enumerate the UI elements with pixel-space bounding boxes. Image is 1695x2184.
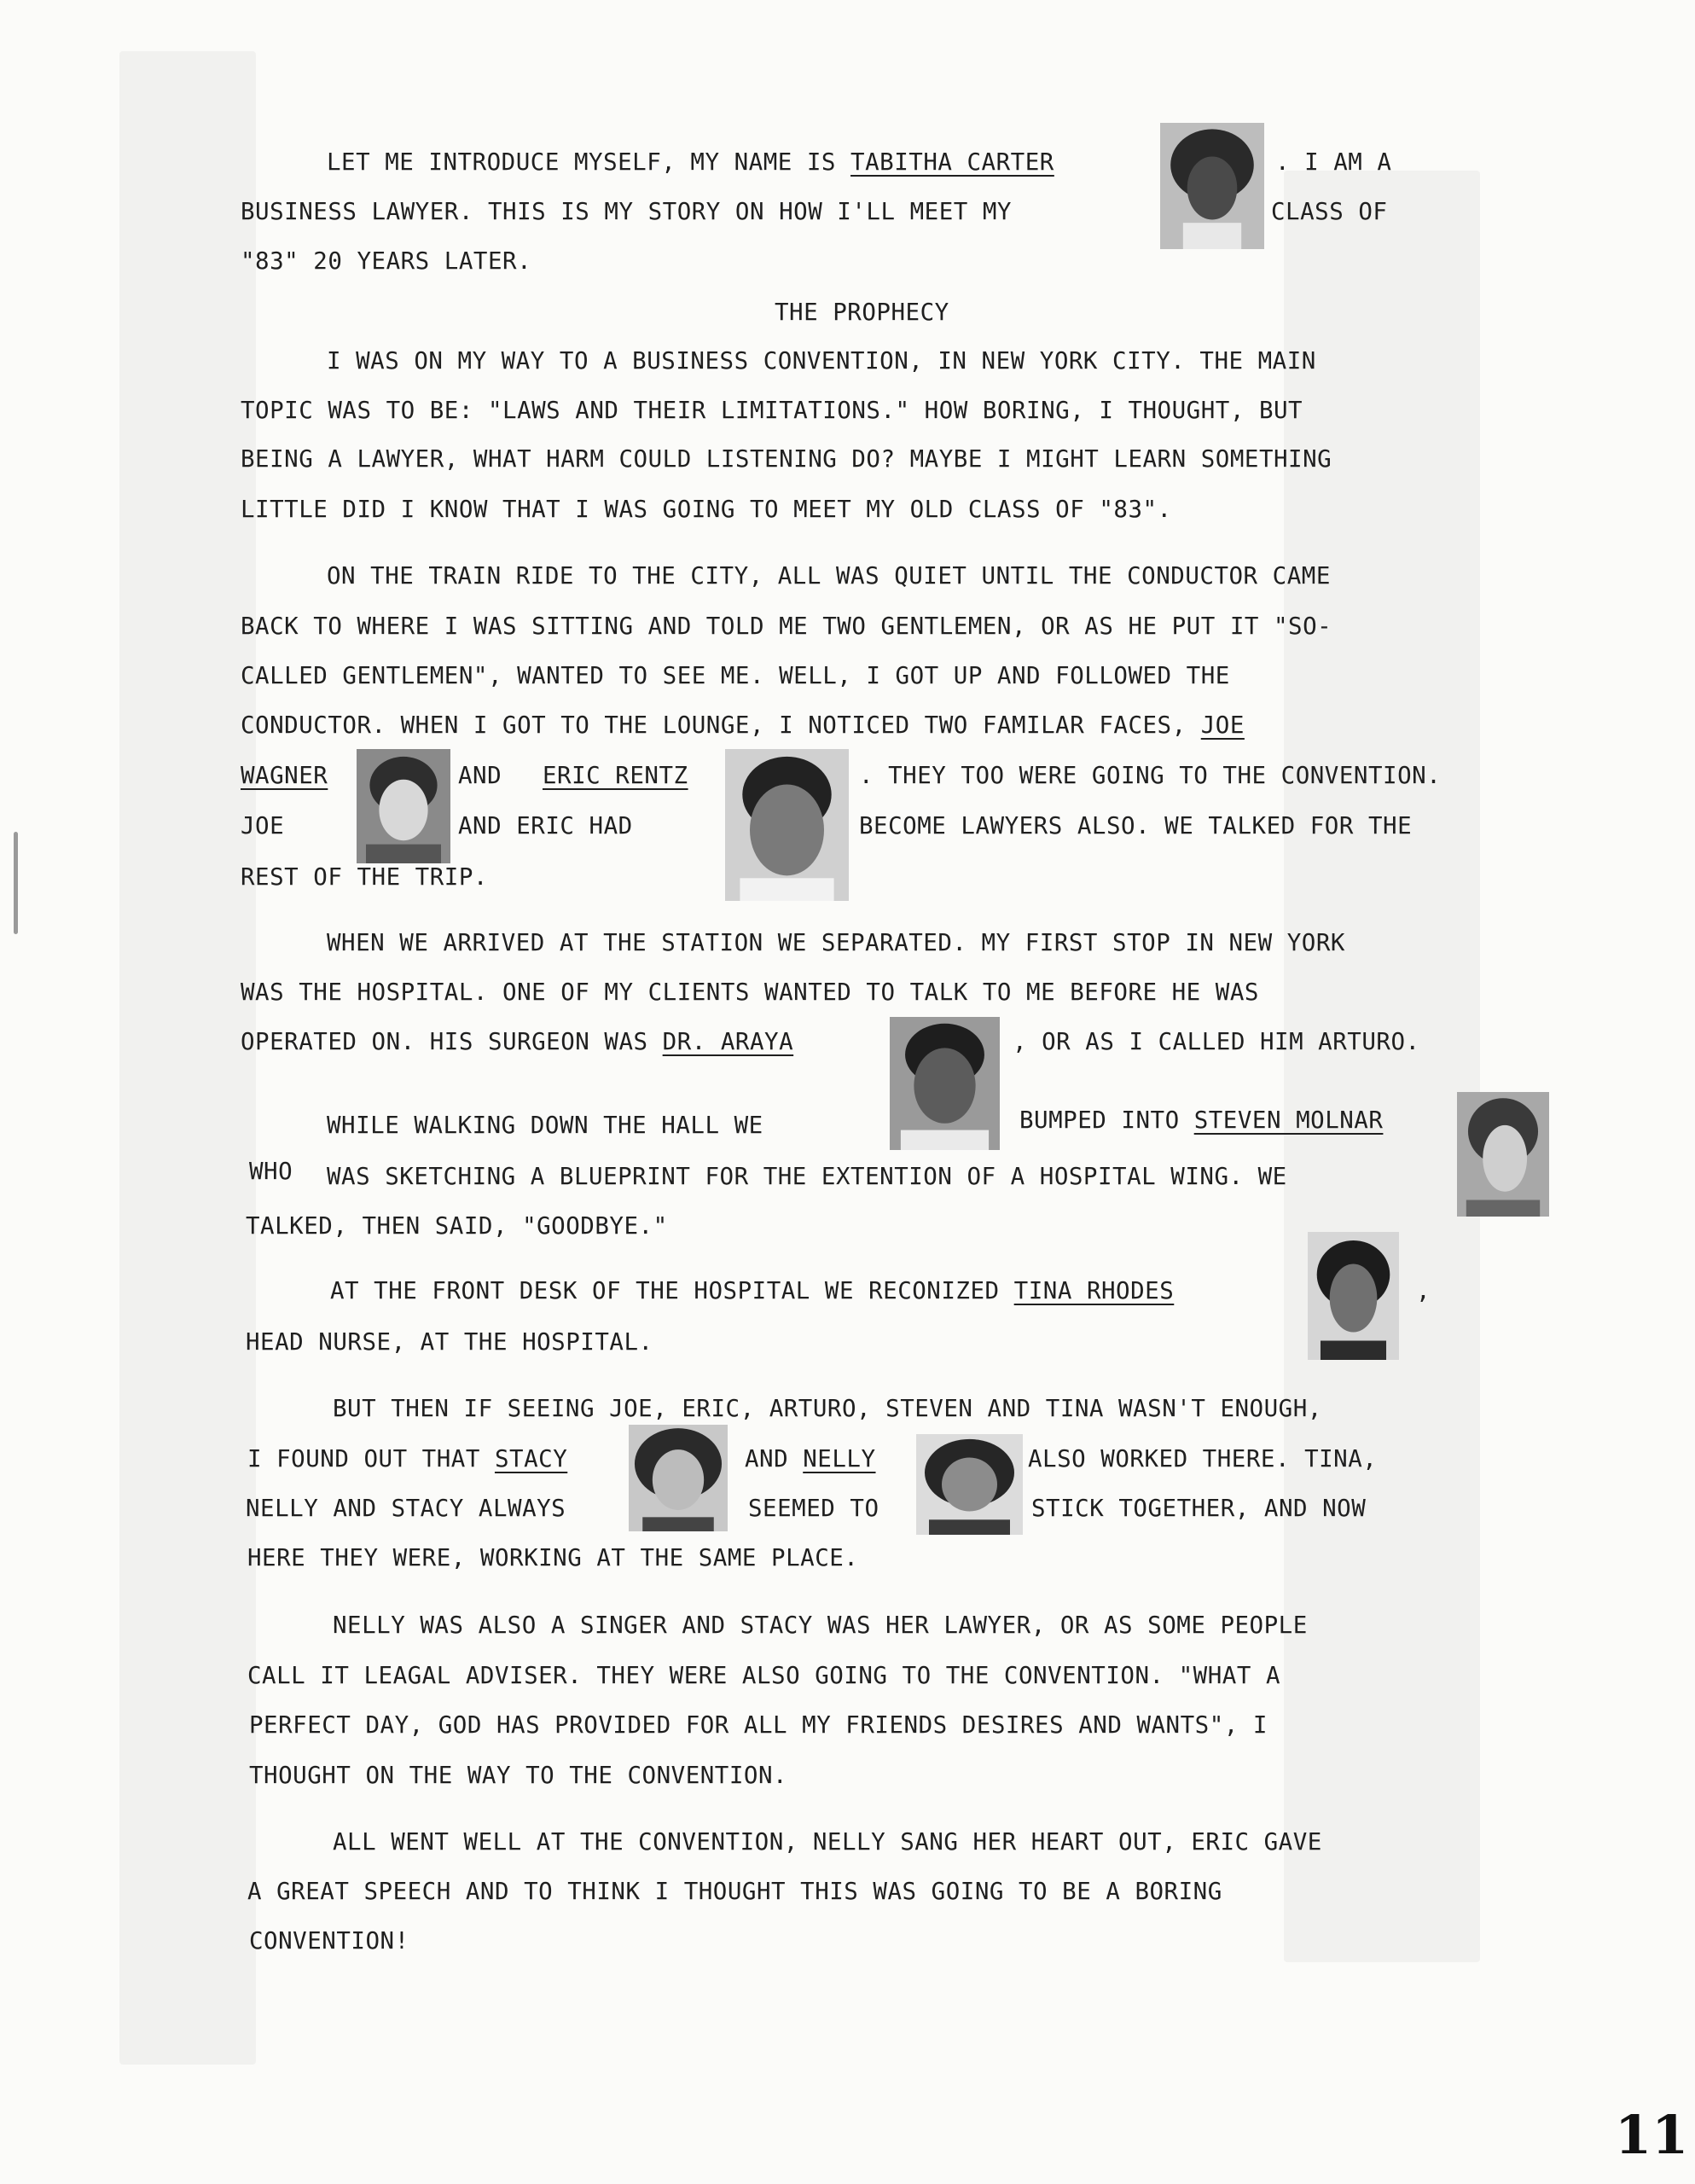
p8-line-2: A GREAT SPEECH AND TO THINK I THOUGHT THIS WAS GOING TO BE A BORING: [247, 1878, 1222, 1905]
name-tabitha-carter: TABITHA CARTER: [850, 148, 1054, 176]
intro-line-3: "83" 20 YEARS LATER.: [241, 247, 532, 275]
p3-line-2: WAS THE HOSPITAL. ONE OF MY CLIENTS WANTED TO TALK TO ME BEFORE HE WAS: [241, 979, 1259, 1006]
p2-line-6-b: AND ERIC HAD: [458, 812, 633, 839]
bleed-through-right: [1284, 171, 1480, 1962]
portrait-dr-araya: [890, 1017, 1000, 1150]
binding-mark: [14, 832, 18, 934]
bleed-through-left: [119, 51, 256, 2065]
p4-text: BUMPED INTO: [1019, 1107, 1194, 1134]
p6-line-3-b: SEEMED TO: [748, 1495, 879, 1522]
name-wagner: WAGNER: [241, 762, 328, 789]
intro-text: LET ME INTRODUCE MYSELF, MY NAME IS: [327, 148, 851, 176]
p2-and: AND: [458, 762, 502, 789]
p7-line-3: PERFECT DAY, GOD HAS PROVIDED FOR ALL MY FRIENDS DESIRES AND WANTS", I: [249, 1711, 1268, 1739]
p6-line-2-end: ALSO WORKED THERE. TINA,: [1028, 1445, 1378, 1472]
p2-line-3: CALLED GENTLEMEN", WANTED TO SEE ME. WELL, I GOT UP AND FOLLOWED THE: [241, 662, 1230, 689]
page-number: 11: [1615, 2104, 1689, 2166]
name-stacy: STACY: [494, 1445, 568, 1472]
intro-line-2-end: CLASS OF: [1271, 198, 1388, 225]
p1-line-2: TOPIC WAS TO BE: "LAWS AND THEIR LIMITATIONS." HOW BORING, I THOUGHT, BUT: [241, 397, 1303, 424]
portrait-tabitha-carter: [1160, 123, 1264, 249]
p2-line-1: ON THE TRAIN RIDE TO THE CITY, ALL WAS QUIET UNTIL THE CONDUCTOR CAME: [327, 562, 1331, 590]
p6-text: I FOUND OUT THAT: [247, 1445, 495, 1472]
p3-line-1: WHEN WE ARRIVED AT THE STATION WE SEPARATED. MY FIRST STOP IN NEW YORK: [327, 929, 1345, 956]
p5-line-2: HEAD NURSE, AT THE HOSPITAL.: [246, 1328, 653, 1356]
p4-line-1: WHILE WALKING DOWN THE HALL WE: [327, 1112, 763, 1139]
p2-text: CONDUCTOR. WHEN I GOT TO THE LOUNGE, I NOTICED TWO FAMILAR FACES,: [241, 712, 1201, 739]
name-nelly: NELLY: [803, 1445, 876, 1472]
p4-line-3: TALKED, THEN SAID, "GOODBYE.": [246, 1212, 668, 1240]
name-steven-molnar: STEVEN MOLNAR: [1193, 1107, 1384, 1134]
portrait-eric-rentz: [725, 749, 849, 901]
name-tina-rhodes: TINA RHODES: [1013, 1277, 1175, 1304]
p1-line-1: I WAS ON MY WAY TO A BUSINESS CONVENTION, IN NEW YORK CITY. THE MAIN: [327, 347, 1316, 375]
page-title: THE PROPHECY: [775, 299, 949, 326]
p2-line-2: BACK TO WHERE I WAS SITTING AND TOLD ME TWO GENTLEMEN, OR AS HE PUT IT "SO-: [241, 613, 1332, 640]
p2-line-6-a: JOE: [241, 812, 285, 839]
p7-line-1: NELLY WAS ALSO A SINGER AND STACY WAS HER LAWYER, OR AS SOME PEOPLE: [333, 1612, 1308, 1639]
p8-line-1: ALL WENT WELL AT THE CONVENTION, NELLY SANG HER HEART OUT, ERIC GAVE: [333, 1828, 1322, 1856]
p4-who: WHO: [249, 1158, 293, 1185]
portrait-steven-molnar: [1457, 1092, 1549, 1217]
p2-line-7: REST OF THE TRIP.: [241, 863, 488, 891]
p6-line-3-a: NELLY AND STACY ALWAYS: [246, 1495, 566, 1522]
p8-line-3: CONVENTION!: [249, 1927, 409, 1955]
p6-text-and: AND: [745, 1445, 804, 1472]
p7-line-4: THOUGHT ON THE WAY TO THE CONVENTION.: [249, 1762, 788, 1789]
p5-text: AT THE FRONT DESK OF THE HOSPITAL WE RECONIZED: [330, 1277, 1014, 1304]
p6-line-1: BUT THEN IF SEEING JOE, ERIC, ARTURO, STEVEN AND TINA WASN'T ENOUGH,: [333, 1395, 1322, 1422]
name-joe: JOE: [1200, 712, 1245, 739]
p5-line-1: [330, 1277, 1175, 1304]
p2-line-4: [241, 714, 1245, 738]
p2-line-5-end: . THEY TOO WERE GOING TO THE CONVENTION.: [859, 762, 1442, 789]
p6-line-4: HERE THEY WERE, WORKING AT THE SAME PLACE.: [247, 1544, 859, 1571]
p2-line-6-c: BECOME LAWYERS ALSO. WE TALKED FOR THE: [859, 812, 1413, 839]
name-dr-araya: DR. ARAYA: [662, 1028, 794, 1055]
p6-line-3-c: STICK TOGETHER, AND NOW: [1031, 1495, 1367, 1522]
p3-text: OPERATED ON. HIS SURGEON WAS: [241, 1028, 663, 1055]
intro-line-2: BUSINESS LAWYER. THIS IS MY STORY ON HOW I'LL MEET MY: [241, 198, 1012, 225]
p3-line-3-end: , OR AS I CALLED HIM ARTURO.: [1013, 1028, 1420, 1055]
p4-line-2: WAS SKETCHING A BLUEPRINT FOR THE EXTENTION OF A HOSPITAL WING. WE: [327, 1163, 1287, 1190]
p5-comma: ,: [1416, 1277, 1431, 1304]
p6-line-2-mid: [745, 1445, 876, 1472]
p7-line-2: CALL IT LEAGAL ADVISER. THEY WERE ALSO GOING TO THE CONVENTION. "WHAT A: [247, 1662, 1281, 1689]
intro-line-1: [327, 148, 1054, 176]
p4-line-1-end: [1019, 1109, 1383, 1133]
name-eric-rentz: ERIC RENTZ: [543, 762, 688, 789]
portrait-tina-rhodes: [1308, 1232, 1399, 1360]
portrait-nelly: [916, 1434, 1023, 1535]
portrait-stacy: [629, 1425, 728, 1531]
p6-line-2: [247, 1445, 568, 1472]
p1-line-3: BEING A LAWYER, WHAT HARM COULD LISTENING DO? MAYBE I MIGHT LEARN SOMETHING: [241, 445, 1332, 473]
p1-line-4: LITTLE DID I KNOW THAT I WAS GOING TO MEET MY OLD CLASS OF "83".: [241, 496, 1172, 523]
p3-line-3: [241, 1028, 794, 1055]
portrait-joe-wagner: [357, 749, 450, 863]
intro-line-1-end: . I AM A: [1275, 148, 1392, 176]
